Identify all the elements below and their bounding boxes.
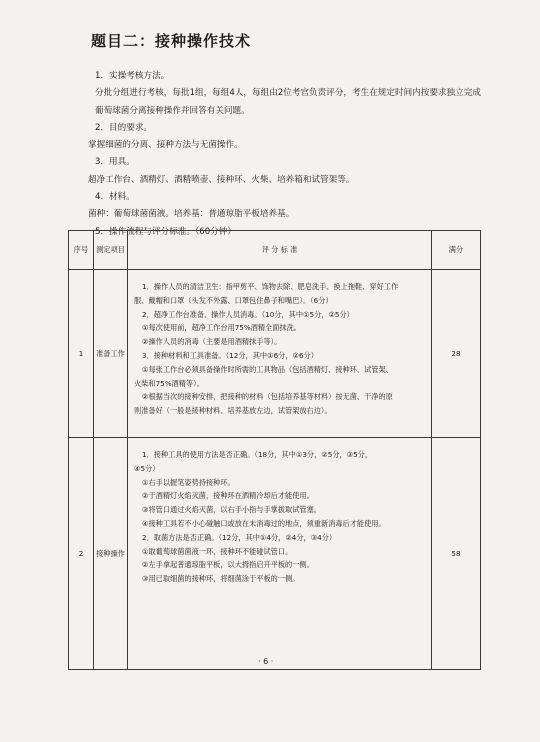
row-no: 1 [69, 270, 94, 438]
standard-line: ①右手以握笔姿势持接种环。 [142, 477, 235, 487]
standard-line: ④接种工具若不小心碰触口或放在未消毒过的地点，须重新消毒后才能使用。 [142, 518, 386, 528]
standard-line: ②左手拿起普通琼脂平板，以大拇指启开平板的一侧。 [142, 560, 314, 570]
standard-line: 则准备好（一般是接种材料、培养基放左边，试管架放右边）。 [134, 406, 332, 416]
row-project: 接种操作 [94, 438, 128, 670]
intro-line: 5．操作流程与评分标准。（60分钟） [95, 226, 237, 237]
row-no: 2 [69, 438, 94, 670]
standard-line: ④5分） [134, 463, 160, 473]
standard-line: ②于酒精灯火焰灭菌，接种环在洒精冷却后才能使用。 [142, 491, 314, 501]
row-standard [128, 438, 432, 670]
standard-line: ②根据当次的接种安排，把接种的材料（包括培养基等材料）按无菌、干净的原 [142, 392, 393, 402]
standard-line: 2．取菌方法是否正确。（12分，其中①4分，②4分，③4分） [142, 532, 337, 542]
header-no: 序号 [69, 231, 94, 270]
table-row [69, 270, 481, 438]
standard-line: ①每次使用前，超净工作台用75%酒精全面抹洗。 [142, 323, 301, 333]
standard-line: 2．超净工作台准备、操作人员消毒。（10分，其中①5分，②5分） [142, 309, 354, 319]
intro-line: 菌种：葡萄球菌菌液。培养基：普通琼脂平板培养基。 [88, 209, 295, 220]
standard-line: ③将管口通过火焰灭菌，以右手小指与手掌拔取试管塞。 [142, 505, 321, 515]
table-row [69, 438, 481, 670]
row-score: 58 [432, 438, 481, 670]
header-score: 满分 [432, 231, 481, 270]
table-header-row [69, 231, 481, 270]
standard-line: ①取葡萄球菌菌液一环，接种环不能碰试管口。 [142, 546, 293, 556]
standard-line: 1．操作人员的清洁卫生：指甲剪平、饰物去除、肥皂洗手、换上拖鞋、穿好工作 [142, 282, 399, 291]
intro-line: 超净工作台、酒精灯、酒精喷壶、接种环、火柴、培养箱和试管架等。 [88, 174, 355, 185]
row-standard [128, 270, 432, 438]
scoring-table [68, 230, 481, 670]
row-score: 28 [432, 270, 481, 438]
standard-line: 服、戴帽和口罩（头发不外露、口罩包住鼻子和嘴巴）。（6分） [134, 295, 333, 305]
page-number: · 6 · [258, 657, 274, 666]
standard-line: 火柴和75%酒精等）。 [134, 378, 204, 388]
intro-line: 分批分组进行考核，每批1组，每组4人，每组由2位考官负责评分，考生在规定时间内按要求独立完成葡萄球菌分离接种操作并回答有关问题。 [95, 88, 481, 116]
standard-line: 1．接种工具的使用方法是否正确。（18分，其中①3分，②5分，③5分， [142, 450, 373, 459]
intro-section [88, 68, 483, 241]
standard-line: ③用已取细菌的接种环，将细菌涂于平板的一侧。 [142, 574, 300, 584]
header-project: 测定项目 [94, 231, 128, 270]
standard-line: ②操作人员的消毒（主要是用酒精抹手等）。 [142, 337, 282, 347]
intro-line: 掌握细菌的分离、接种方法与无菌操作。 [88, 140, 243, 151]
intro-line: 4．材料。 [95, 192, 135, 203]
intro-line: 3．用具。 [95, 157, 135, 168]
page-title: 题目二：接种操作技术 [91, 32, 252, 50]
standard-line: ①每张工作台必须具备操作时所需的工具物品（包括酒精灯、接种环、试管架、 [142, 364, 393, 374]
intro-line: 1．实操考核方法。 [95, 71, 170, 81]
intro-line: 2．目的要求。 [95, 122, 153, 133]
header-standard: 评 分 标 准 [128, 231, 432, 270]
standard-line: 3．接种材料和工具准备。（12分，其中①6分，②6分） [142, 350, 318, 360]
row-project: 准备工作 [94, 270, 128, 438]
